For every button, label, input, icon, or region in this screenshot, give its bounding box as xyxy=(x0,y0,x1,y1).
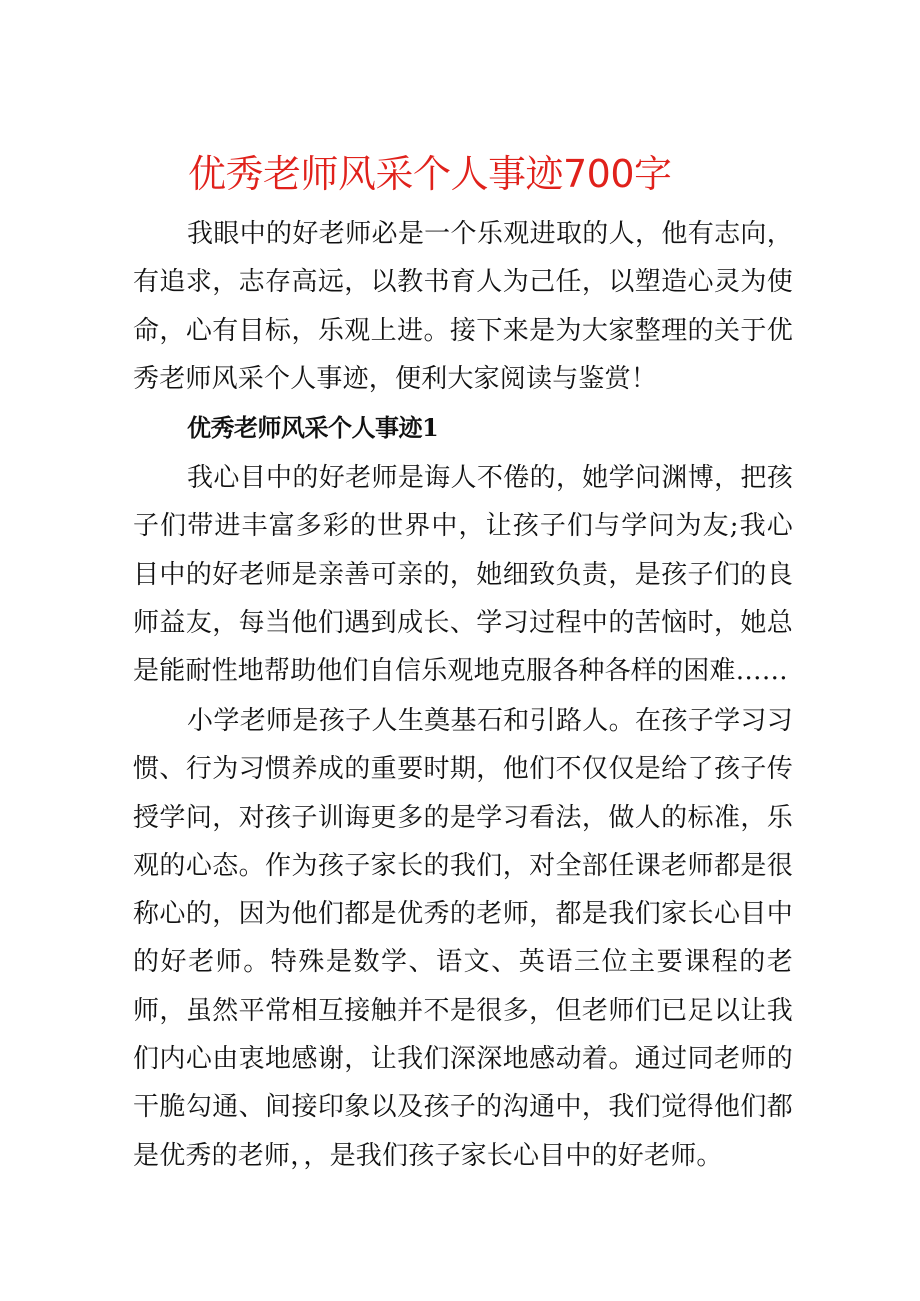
body-paragraph-2: 小学老师是孩子人生奠基石和引路人。在孩子学习习惯、行为习惯养成的重要时期，他们不仅仅是给了孩子传授学问，对孩子训诲更多的是学习看法，做人的标准，乐观的心态。作为孩子家长的我们，对全部任课老师都是很称心的，因为他们都是优秀的老师，都是我们家长心目中的好老师。特殊是数学、语文、英语三位主要课程的老师，虽然平常相互接触并不是很多，但老师们已足以让我们内心由衷地感谢，让我们深深地感动着。通过同老师的干脆勾通、间接印象以及孩子的沟通中，我们觉得他们都是优秀的老师，，是我们孩子家长心目中的好老师。 xyxy=(133,706,793,1171)
intro-paragraph: 我眼中的好老师必是一个乐观进取的人，他有志向，有追求，志存高远，以教书育人为己任，以塑造心灵为使命，心有目标，乐观上进。接下来是为大家整理的关于优秀老师风采个人事迹，便利大家阅读与鉴赏！ xyxy=(133,219,793,394)
section-heading: 优秀老师风采个人事迹1 xyxy=(187,413,439,442)
body-paragraph-1: 我心目中的好老师是诲人不倦的，她学问渊博，把孩子们带进丰富多彩的世界中，让孩子们与学问为友;我心目中的好老师是亲善可亲的，她细致负责，是孩子们的良师益友，每当他们遇到成长、学习过程中的苦恼时，她总是能耐性地帮助他们自信乐观地克服各种各样的困难…… xyxy=(133,463,793,687)
document-title: 优秀老师风采个人事迹700字 xyxy=(188,152,672,196)
